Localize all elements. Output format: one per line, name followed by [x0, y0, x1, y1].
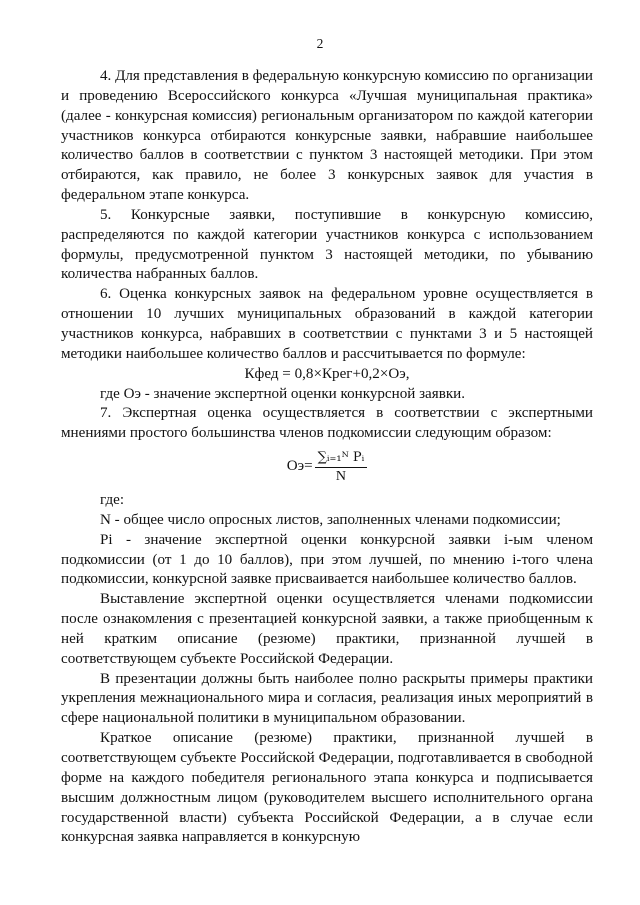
paragraph-presentation: В презентации должны быть наиболее полно раскрыты примеры практики укрепления межнационального мира и согласия, реализация иных мероприятий в сфере национальной политики в муниципальном образовании. — [61, 670, 593, 727]
paragraph-7: 7. Экспертная оценка осуществляется в соответствии с экспертными мнениями простого большинства членов подкомиссии следующим образом: — [61, 405, 593, 442]
formula-fraction — [315, 449, 368, 486]
paragraph-assessment: Выставление экспертной оценки осуществляется членами подкомиссии после ознакомления с презентацией конкурсной заявки, а также приобщенным к ней кратким описание (резюме) практики, признанной лучшей в соответствующем субъекте Российской Федерации. — [61, 591, 593, 667]
page-number: 2 — [316, 36, 324, 51]
definition-n: N - общее число опросных листов, заполненных членами подкомиссии; — [100, 511, 561, 528]
formula-numerator: ∑ᵢ₌₁ᴺ Pᵢ — [315, 449, 368, 468]
paragraph-5: 5. Конкурсные заявки, поступившие в конкурсную комиссию, распределяются по каждой категории участников конкурса с использованием формулы, предусмотренной пунктом 3 настоящей методики, по убыванию количества набранных баллов. — [61, 206, 593, 283]
where-label: где: — [100, 492, 125, 509]
formula-expert-score — [61, 445, 593, 489]
document-body — [61, 67, 593, 848]
formula-kfed-definition: где Оэ - значение экспертной оценки конкурсной заявки. — [100, 385, 466, 402]
formula-denominator: N — [335, 468, 347, 484]
formula-lhs: Оэ= — [286, 458, 313, 475]
formula-kfed: Кфед = 0,8×Крег+0,2×Оэ, — [244, 365, 410, 382]
definition-p: Pi - значение экспертной оценки конкурсной заявки i-ым членом подкомиссии (от 1 до 10 баллов), при этом лучшей, по мнению i-того члена подкомиссии, конкурсной заявке присваивается наибольшее количество баллов. — [61, 531, 593, 588]
paragraph-6: 6. Оценка конкурсных заявок на федеральном уровне осуществляется в отношении 10 лучших муниципальных образований в каждой категории участников конкурса, набравших в соответствии с пунктами 3 и 5 настоящей методики наибольшее количество баллов и рассчитывается по формуле: — [61, 286, 593, 362]
paragraph-summary: Краткое описание (резюме) практики, признанной лучшей в соответствующем субъекте Российской Федерации, подготавливается в свободной форме на каждого победителя регионального этапа конкурса и подписывается высшим должностным лицом (руководителем высшего исполнительного органа государственной власти) субъекта Российской Федерации, а в случае если конкурсная заявка направляется в конкурсную — [61, 730, 593, 846]
paragraph-4: 4. Для представления в федеральную конкурсную комиссию по организации и проведению Всероссийского конкурса «Лучшая муниципальная практика» (далее - конкурсная комиссия) региональным организатором по каждой категории участников конкурса отбираются конкурсные заявки, набравшие наибольшее количество баллов в соответствии с пунктом 3 настоящей методики. При этом отбираются, как правило, не более 3 конкурсных заявок для участия в федеральном этапе конкурса. — [61, 68, 593, 204]
